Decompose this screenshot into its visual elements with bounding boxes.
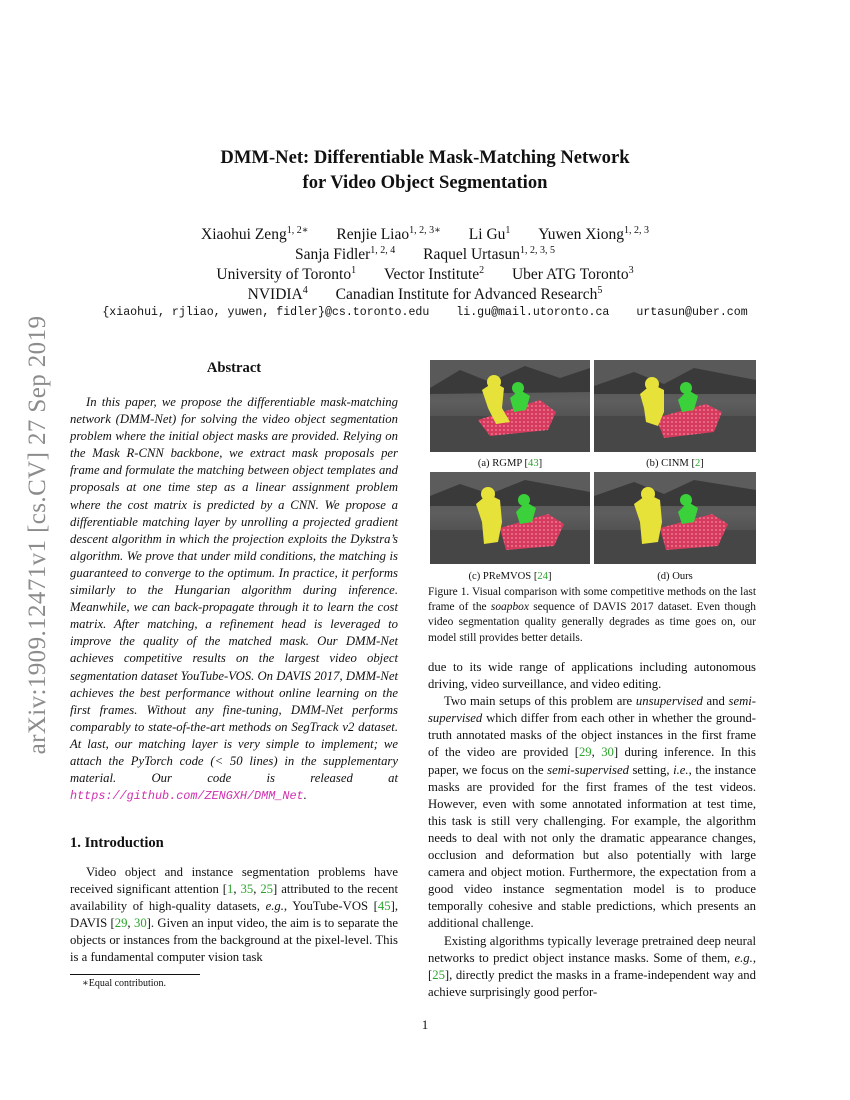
email: li.gu@mail.utoronto.ca bbox=[456, 306, 610, 319]
paragraph: Existing algorithms typically leverage pretrained deep neural networks to predict object instance masks. Some of them, e.g., [25], directly predict the masks in a frame-independent way and achieve surprisingly good perfor- bbox=[428, 933, 756, 999]
right-column-text bbox=[428, 659, 756, 1001]
footnote: ∗Equal contribution. bbox=[82, 978, 167, 989]
paragraph: Two main setups of this problem are unsupervised and semi-supervised which differ from each other in whether the ground-truth annotated masks of the object instances in the first frame of the video are provided [29, 30] during inference. In this paper, we focus on the semi-supervised setting, i.e., the instance masks are provided for the first frames of the test videos. However, even with some annotated information at test time, this task is still very challenging. For example, the algorithm needs to deal with not only the dramatic appearance changes, occlusion and deformation but also potentially with large camera and object motion. Furthermore, the expectation from a good video instance segmentation model is to produce temporally cohesive and stable predictions, which presents an additional challenge. bbox=[428, 694, 756, 931]
citation-link[interactable]: 30 bbox=[133, 916, 147, 931]
arxiv-identifier-text: arXiv:1909.12471v1 [cs.CV] 27 Sep 2019 bbox=[24, 315, 51, 755]
author: Xiaohui Zeng$^{1, 2∗}$ bbox=[201, 225, 309, 243]
footnote-rule bbox=[70, 974, 200, 975]
subcaption-c: (c) PReMVOS [24] bbox=[468, 571, 552, 582]
citation-link[interactable]: 43 bbox=[528, 458, 539, 469]
affiliations-line2 bbox=[0, 284, 850, 305]
citation-link[interactable]: 24 bbox=[537, 571, 548, 582]
section-heading: 1. Introduction bbox=[70, 835, 164, 851]
author: Raquel Urtasun$^{1, 2, 3, 5}$ bbox=[423, 245, 556, 263]
citation-link[interactable]: 25 bbox=[260, 882, 274, 897]
citation-link[interactable]: 2 bbox=[695, 458, 701, 469]
affiliation: Uber ATG Toronto$^3$ bbox=[511, 265, 634, 283]
citation-link[interactable]: 35 bbox=[240, 882, 254, 897]
author: Yuwen Xiong$^{1, 2, 3}$ bbox=[538, 225, 649, 243]
author: Li Gu$^1$ bbox=[468, 225, 511, 243]
paper-title-line2: for Video Object Segmentation bbox=[302, 172, 548, 193]
figure-image-rgmp bbox=[430, 360, 590, 452]
figure-caption: Figure 1. Visual comparison with some competitive methods on the last frame of the soapbox sequence of DAVIS 2017 dataset. Even though video segmentation quality generally degrades as time goes on, our model still provides better details. bbox=[428, 586, 756, 644]
affiliation: Canadian Institute for Advanced Research$^5$ bbox=[335, 285, 603, 303]
author: Sanja Fidler$^{1, 2, 4}$ bbox=[294, 245, 396, 263]
intro-paragraph: Video object and instance segmentation problems have received significant attention [1, 35, 25] attributed to the recent availability of high-quality datasets, e.g., YouTube-VOS [45], DAVIS [29, 30]. Given an input video, the aim is to separate the objects or instances from the background at the pixel-level. This is a fundamental computer vision task bbox=[70, 865, 399, 965]
author: Renjie Liao$^{1, 2, 3∗}$ bbox=[336, 225, 441, 243]
code-link[interactable]: https://github.com/ZENGXH/DMM_Net bbox=[70, 789, 304, 804]
paragraph: due to its wide range of applications including autonomous driving, video surveillance, and video editing. bbox=[428, 660, 756, 692]
page-number: 1 bbox=[421, 1017, 429, 1032]
arxiv-identifier bbox=[20, 290, 56, 780]
authors-line2 bbox=[0, 244, 850, 265]
affiliations-line1 bbox=[0, 264, 850, 285]
figure-image-cinm bbox=[594, 360, 756, 452]
abstract-text: In this paper, we propose the differentiable mask-matching network (DMM-Net) for solving the video object segmentation problem where the initial object masks are provided. Relying on the Mask R-CNN backbone, we extract mask proposals per frame and formulate the matching between object templates and proposals at one time step as a linear assignment problem where the cost matrix is predicted by a CNN. We propose a differentiable matching layer by unrolling a projected gradient descent algorithm in which the projection exploits the Dykstra’s algorithm. We prove that under mild conditions, the matching is guaranteed to converge to the optimum. In practice, it performs similarly to the Hungarian algorithm during inference. Meanwhile, we can back-propagate through it to learn the cost matrix. After matching, a refinement head is leveraged to improve the quality of the matched mask. Our DMM-Net achieves competitive results on the largest video object segmentation dataset YouTube-VOS. On DAVIS 2017, DMM-Net achieves the best performance without online learning on the first frames. Without any fine-tuning, DMM-Net performs comparably to state-of-the-art methods on SegTrack v2 dataset. At last, our matching layer is very simple to implement; we attach the PyTorch code (< 50 lines) in the supplementary material. Our code is released at bbox=[70, 395, 398, 786]
citation-link[interactable]: 29 bbox=[578, 745, 592, 760]
affiliation: NVIDIA$^4$ bbox=[247, 285, 308, 303]
paper-title-line1: DMM-Net: Differentiable Mask-Matching Network bbox=[220, 147, 630, 168]
subcaption-a: (a) RGMP [43] bbox=[477, 458, 543, 469]
subcaption-d: (d) Ours bbox=[657, 571, 693, 582]
figure-image-premvos bbox=[430, 472, 590, 564]
subcaption-b: (b) CINM [2] bbox=[646, 458, 704, 469]
figure-image-ours bbox=[594, 472, 756, 564]
citation-link[interactable]: 25 bbox=[432, 967, 445, 982]
email: {xiaohui, rjliao, yuwen, fidler}@cs.toronto.edu bbox=[102, 306, 430, 319]
citation-link[interactable]: 1 bbox=[227, 882, 234, 897]
affiliation: Vector Institute$^2$ bbox=[383, 265, 485, 283]
citation-link[interactable]: 30 bbox=[601, 745, 614, 760]
authors-line1 bbox=[0, 224, 850, 245]
abstract-body: In this paper, we propose the differentiable mask-matching network (DMM-Net) for solving the video object segmentation problem where the initial object masks are provided. Relying on the Mask R-CNN backbone, we extract mask proposals per frame and formulate the matching between object templates and proposals at one time step as a linear assignment problem where the cost matrix is predicted by a CNN. We propose a differentiable matching layer by unrolling a projected gradient descent algorithm in which the projection exploits the Dykstra’s algorithm. We prove that under mild conditions, the matching is guaranteed to converge to the optimum. In practice, it performs similarly to the Hungarian algorithm during inference. Meanwhile, we can back-propagate through it to learn the cost matrix. After matching, a refinement head is leveraged to improve the quality of the matched mask. Our DMM-Net achieves competitive results on the largest video object segmentation dataset YouTube-VOS. On DAVIS 2017, DMM-Net achieves the best performance without online learning on the first frames. Without any fine-tuning, DMM-Net performs comparably to state-of-the-art methods on SegTrack v2 dataset. At last, our matching layer is very simple to implement; we attach the PyTorch code (< 50 lines) in the supplementary material. Our code is released at https://github.com/ZENGXH/DMM_Net. bbox=[70, 395, 398, 804]
affiliation: University of Toronto$^1$ bbox=[216, 265, 357, 283]
intro-section bbox=[70, 835, 398, 852]
emails bbox=[0, 306, 850, 319]
citation-link[interactable]: 29 bbox=[114, 916, 128, 931]
abstract-heading: Abstract bbox=[206, 360, 262, 376]
email: urtasun@uber.com bbox=[636, 306, 748, 319]
citation-link[interactable]: 45 bbox=[377, 899, 391, 914]
